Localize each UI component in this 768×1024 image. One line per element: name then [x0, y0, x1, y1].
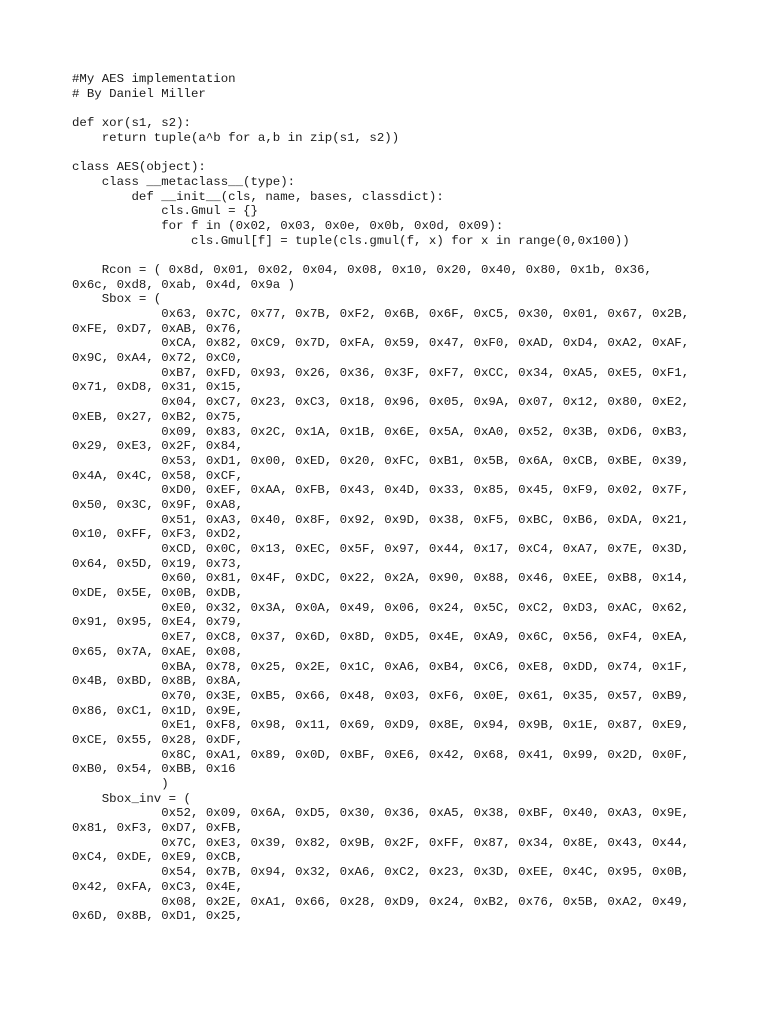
code-line: 0x64, 0x5D, 0x19, 0x73,	[72, 556, 244, 571]
code-line: class __metaclass__(type):	[72, 174, 296, 189]
code-line: 0x51, 0xA3, 0x40, 0x8F, 0x92, 0x9D, 0x38, 0xF5, 0xBC, 0xB6, 0xDA, 0x21,	[72, 512, 690, 527]
code-line: 0xC4, 0xDE, 0xE9, 0xCB,	[72, 850, 244, 865]
code-line: 0xCE, 0x55, 0x28, 0xDF,	[72, 732, 244, 747]
code-line: 0x54, 0x7B, 0x94, 0x32, 0xA6, 0xC2, 0x23, 0x3D, 0xEE, 0x4C, 0x95, 0x0B,	[72, 865, 690, 880]
code-line: #My AES implementation	[72, 72, 236, 86]
code-line: 0xB0, 0x54, 0xBB, 0x16	[72, 762, 236, 777]
code-line: 0x86, 0xC1, 0x1D, 0x9E,	[72, 703, 244, 718]
code-line	[72, 248, 732, 263]
code-line: 0xDE, 0x5E, 0x0B, 0xDB,	[72, 586, 244, 601]
code-line: 0xEB, 0x27, 0xB2, 0x75,	[72, 409, 244, 424]
code-line: for f in (0x02, 0x03, 0x0e, 0x0b, 0x0d, 0x09):	[72, 218, 504, 233]
code-line: 0x81, 0xF3, 0xD7, 0xFB,	[72, 821, 244, 836]
code-line: 0xE0, 0x32, 0x3A, 0x0A, 0x49, 0x06, 0x24, 0x5C, 0xC2, 0xD3, 0xAC, 0x62,	[72, 600, 690, 615]
code-line: 0xCD, 0x0C, 0x13, 0xEC, 0x5F, 0x97, 0x44, 0x17, 0xC4, 0xA7, 0x7E, 0x3D,	[72, 542, 690, 556]
code-line: 0x29, 0xE3, 0x2F, 0x84,	[72, 439, 244, 454]
code-line: 0x65, 0x7A, 0xAE, 0x08,	[72, 644, 244, 659]
code-line: cls.Gmul = {}	[72, 204, 258, 219]
code-line: def __init__(cls, name, bases, classdict):	[72, 189, 444, 204]
code-line: # By Daniel Miller	[72, 86, 206, 101]
code-line: cls.Gmul[f] = tuple(cls.gmul(f, x) for x in range(0,0x100))	[72, 233, 630, 248]
code-line: 0x63, 0x7C, 0x77, 0x7B, 0xF2, 0x6B, 0x6F, 0xC5, 0x30, 0x01, 0x67, 0x2B,	[72, 307, 690, 321]
code-line: return tuple(a^b for a,b in zip(s1, s2))	[72, 130, 400, 145]
code-line: 0xE1, 0xF8, 0x98, 0x11, 0x69, 0xD9, 0x8E, 0x94, 0x9B, 0x1E, 0x87, 0xE9,	[72, 718, 690, 733]
code-line: 0x42, 0xFA, 0xC3, 0x4E,	[72, 879, 244, 894]
code-line: 0x04, 0xC7, 0x23, 0xC3, 0x18, 0x96, 0x05, 0x9A, 0x07, 0x12, 0x80, 0xE2,	[72, 395, 690, 410]
code-line: 0x6D, 0x8B, 0xD1, 0x25,	[72, 909, 244, 924]
code-line: 0x08, 0x2E, 0xA1, 0x66, 0x28, 0xD9, 0x24, 0xB2, 0x76, 0x5B, 0xA2, 0x49,	[72, 894, 690, 909]
code-line: 0x8C, 0xA1, 0x89, 0x0D, 0xBF, 0xE6, 0x42, 0x68, 0x41, 0x99, 0x2D, 0x0F,	[72, 747, 690, 762]
code-line: Sbox = (	[72, 292, 162, 307]
code-line: Rcon = ( 0x8d, 0x01, 0x02, 0x04, 0x08, 0x10, 0x20, 0x40, 0x80, 0x1b, 0x36,	[72, 262, 652, 277]
code-line: Sbox_inv = (	[72, 791, 191, 806]
code-line	[72, 145, 732, 160]
code-line: 0x10, 0xFF, 0xF3, 0xD2,	[72, 527, 244, 542]
code-line: 0x53, 0xD1, 0x00, 0xED, 0x20, 0xFC, 0xB1, 0x5B, 0x6A, 0xCB, 0xBE, 0x39,	[72, 453, 690, 468]
code-line: )	[72, 777, 169, 791]
code-line: 0xCA, 0x82, 0xC9, 0x7D, 0xFA, 0x59, 0x47, 0xF0, 0xAD, 0xD4, 0xA2, 0xAF,	[72, 336, 690, 351]
code-line: 0xFE, 0xD7, 0xAB, 0x76,	[72, 321, 244, 336]
code-line: 0x70, 0x3E, 0xB5, 0x66, 0x48, 0x03, 0xF6, 0x0E, 0x61, 0x35, 0x57, 0xB9,	[72, 688, 690, 703]
code-line: 0x09, 0x83, 0x2C, 0x1A, 0x1B, 0x6E, 0x5A, 0xA0, 0x52, 0x3B, 0xD6, 0xB3,	[72, 424, 690, 439]
code-line: class AES(object):	[72, 160, 206, 175]
code-line: def xor(s1, s2):	[72, 116, 191, 131]
code-line: 0x6c, 0xd8, 0xab, 0x4d, 0x9a )	[72, 277, 296, 292]
code-line: 0x91, 0x95, 0xE4, 0x79,	[72, 615, 244, 630]
code-line: 0x50, 0x3C, 0x9F, 0xA8,	[72, 497, 244, 512]
code-line: 0xE7, 0xC8, 0x37, 0x6D, 0x8D, 0xD5, 0x4E, 0xA9, 0x6C, 0x56, 0xF4, 0xEA,	[72, 630, 690, 645]
code-listing	[72, 72, 732, 924]
code-line: 0x4A, 0x4C, 0x58, 0xCF,	[72, 468, 244, 483]
code-line: 0xB7, 0xFD, 0x93, 0x26, 0x36, 0x3F, 0xF7, 0xCC, 0x34, 0xA5, 0xE5, 0xF1,	[72, 365, 690, 380]
code-line: 0x9C, 0xA4, 0x72, 0xC0,	[72, 351, 244, 366]
code-line: 0x71, 0xD8, 0x31, 0x15,	[72, 380, 244, 395]
code-line: 0x60, 0x81, 0x4F, 0xDC, 0x22, 0x2A, 0x90, 0x88, 0x46, 0xEE, 0xB8, 0x14,	[72, 571, 690, 586]
code-line: 0x7C, 0xE3, 0x39, 0x82, 0x9B, 0x2F, 0xFF, 0x87, 0x34, 0x8E, 0x43, 0x44,	[72, 835, 690, 850]
code-line: 0x52, 0x09, 0x6A, 0xD5, 0x30, 0x36, 0xA5, 0x38, 0xBF, 0x40, 0xA3, 0x9E,	[72, 806, 690, 821]
code-line: 0x4B, 0xBD, 0x8B, 0x8A,	[72, 674, 244, 689]
code-line: 0xBA, 0x78, 0x25, 0x2E, 0x1C, 0xA6, 0xB4, 0xC6, 0xE8, 0xDD, 0x74, 0x1F,	[72, 659, 690, 674]
code-line: 0xD0, 0xEF, 0xAA, 0xFB, 0x43, 0x4D, 0x33, 0x85, 0x45, 0xF9, 0x02, 0x7F,	[72, 483, 690, 498]
code-line	[72, 101, 732, 116]
